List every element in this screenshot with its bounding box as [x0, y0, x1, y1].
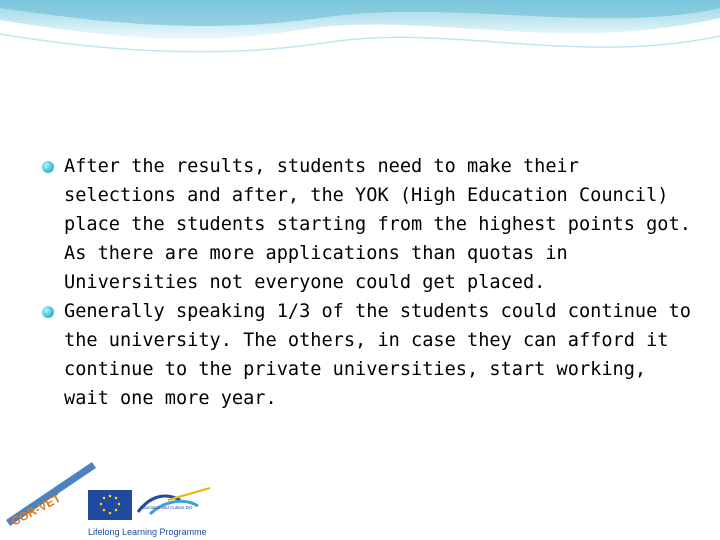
eu-flag-icon: [88, 490, 132, 520]
dg-label: Education and Culture DG: [140, 505, 193, 510]
bullet-dot-icon: [42, 161, 54, 173]
bullet-text: After the results, students need to make their selections and after, the YOK (High Education Council) place the students starting from the highest points got. As there are more applications than quotas in Universities not everyone could get placed.: [64, 156, 691, 293]
programme-label: Lifelong Learning Programme: [88, 527, 207, 537]
corvet-logo: [6, 462, 96, 529]
bullet-item: [42, 297, 702, 413]
bullet-text: Generally speaking 1/3 of the students could continue to the university. The others, in case they can afford it continue to the private universities, start working, wait one more year.: [64, 301, 691, 409]
lifelong-learning-logo-icon: [138, 488, 210, 514]
bullet-dot-icon: [42, 306, 54, 318]
bullet-list: [42, 152, 702, 413]
top-wave-decoration: [0, 0, 720, 70]
bullet-item: [42, 152, 702, 297]
corvet-logo-text: COR-VET: [8, 490, 64, 529]
